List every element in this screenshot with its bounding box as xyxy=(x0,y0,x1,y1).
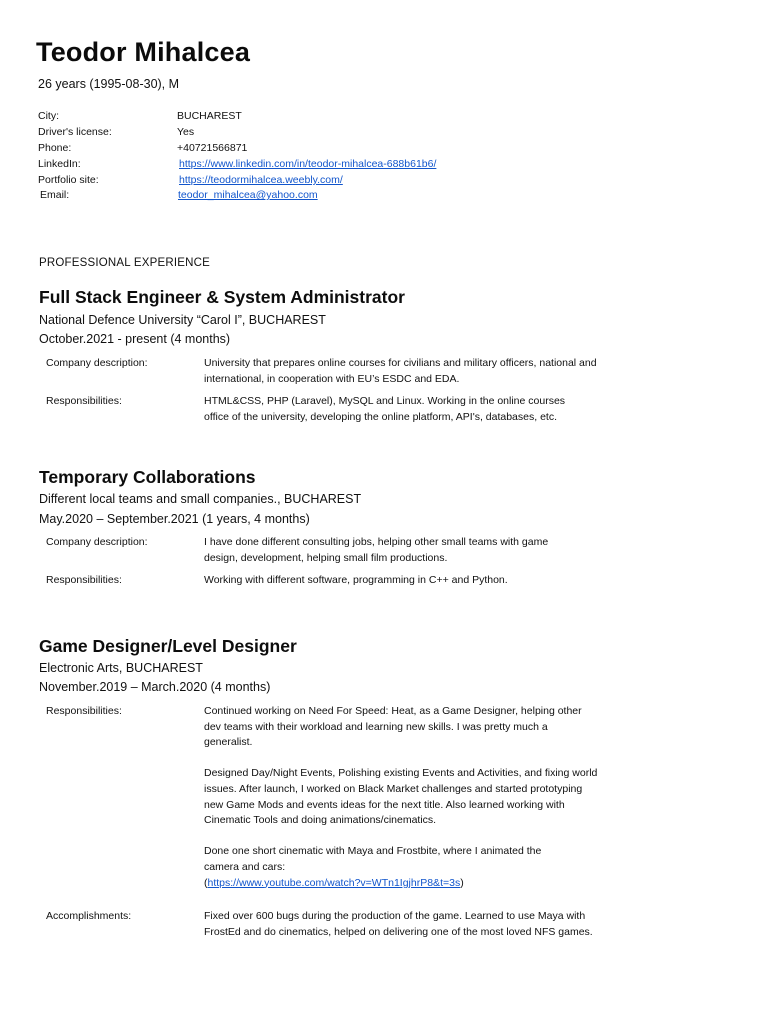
row-text: HTML&CSS, PHP (Laravel), MySQL and Linux. Working in the online courses office of the university, developing the online platform, API's, databases, etc. xyxy=(204,395,566,423)
portfolio-link[interactable]: https://teodormihalcea.weebly.com/ xyxy=(179,174,343,186)
row-text: Fixed over 600 bugs during the production of the game. Learned to use Maya with FrostEd and do cinematics, helped on delivering one of the most loved NFS games. xyxy=(204,910,593,938)
linkedin-link[interactable]: https://www.linkedin.com/in/teodor-mihalcea-688b61b6/ xyxy=(179,158,437,170)
section-title: PROFESSIONAL EXPERIENCE xyxy=(39,257,210,269)
row-label: Company description: xyxy=(46,357,148,369)
row-text: Designed Day/Night Events, Polishing existing Events and Activities, and fixing world issues. After launch, I worked on Black Market challenges and started prototyping new Game Mods and events ideas for the next title. Also learned working with Cinematic Tools and doing animations/cinematics. xyxy=(204,767,598,827)
row-value xyxy=(204,535,584,566)
candidate-name: Teodor Mihalcea xyxy=(36,37,251,67)
row-text: I have done different consulting jobs, helping other small teams with game design, development, helping small film productions. xyxy=(204,536,549,564)
job-org: Different local teams and small companies., BUCHAREST xyxy=(39,492,362,506)
age-line: 26 years (1995-08-30), M xyxy=(38,77,180,91)
row-text: Done one short cinematic with Maya and Frostbite, where I animated the camera and cars: xyxy=(204,845,542,873)
job-dates: November.2019 – March.2020 (4 months) xyxy=(39,680,271,694)
email-label: Email: xyxy=(40,189,70,201)
job-org: Electronic Arts, BUCHAREST xyxy=(39,661,203,675)
row-value xyxy=(204,394,584,425)
row-value xyxy=(204,573,624,589)
row-label: Responsibilities: xyxy=(46,395,122,407)
phone-value: +40721566871 xyxy=(177,142,248,154)
email-link[interactable]: teodor_mihalcea@yahoo.com xyxy=(178,189,318,201)
video-link[interactable]: https://www.youtube.com/watch?v=WTn1IgjhrP8&t=3s xyxy=(207,876,461,889)
job-title: Temporary Collaborations xyxy=(39,467,256,487)
video-link-line: (https://www.youtube.com/watch?v=WTn1IgjhrP8&t=3s) xyxy=(204,876,464,889)
job-title: Full Stack Engineer & System Administrator xyxy=(39,287,405,307)
row-value xyxy=(204,909,604,940)
row-label: Responsibilities: xyxy=(46,574,122,586)
job-org: National Defence University “Carol I”, BUCHAREST xyxy=(39,313,326,327)
phone-label: Phone: xyxy=(38,142,72,154)
city-value: BUCHAREST xyxy=(177,110,242,122)
row-text: Continued working on Need For Speed: Heat, as a Game Designer, helping other dev teams with their workload and learning new skills. I was pretty much a generalist. xyxy=(204,705,582,749)
license-value: Yes xyxy=(177,126,195,138)
row-text: Working with different software, programming in C++ and Python. xyxy=(204,574,508,586)
job-dates: October.2021 - present (4 months) xyxy=(39,332,231,346)
job-dates: May.2020 – September.2021 (1 years, 4 months) xyxy=(39,512,310,526)
row-value xyxy=(204,356,624,387)
license-label: Driver's license: xyxy=(38,126,112,138)
linkedin-label: LinkedIn: xyxy=(38,158,81,170)
row-label: Company description: xyxy=(46,536,148,548)
row-value xyxy=(204,704,599,891)
row-text: University that prepares online courses for civilians and military officers, national and international, in cooperation with EU’s ESDC and EDA. xyxy=(204,357,597,385)
job-title: Game Designer/Level Designer xyxy=(39,636,297,656)
row-label: Accomplishments: xyxy=(46,910,132,922)
row-label: Responsibilities: xyxy=(46,705,122,717)
portfolio-label: Portfolio site: xyxy=(38,174,99,186)
city-label: City: xyxy=(38,110,59,122)
